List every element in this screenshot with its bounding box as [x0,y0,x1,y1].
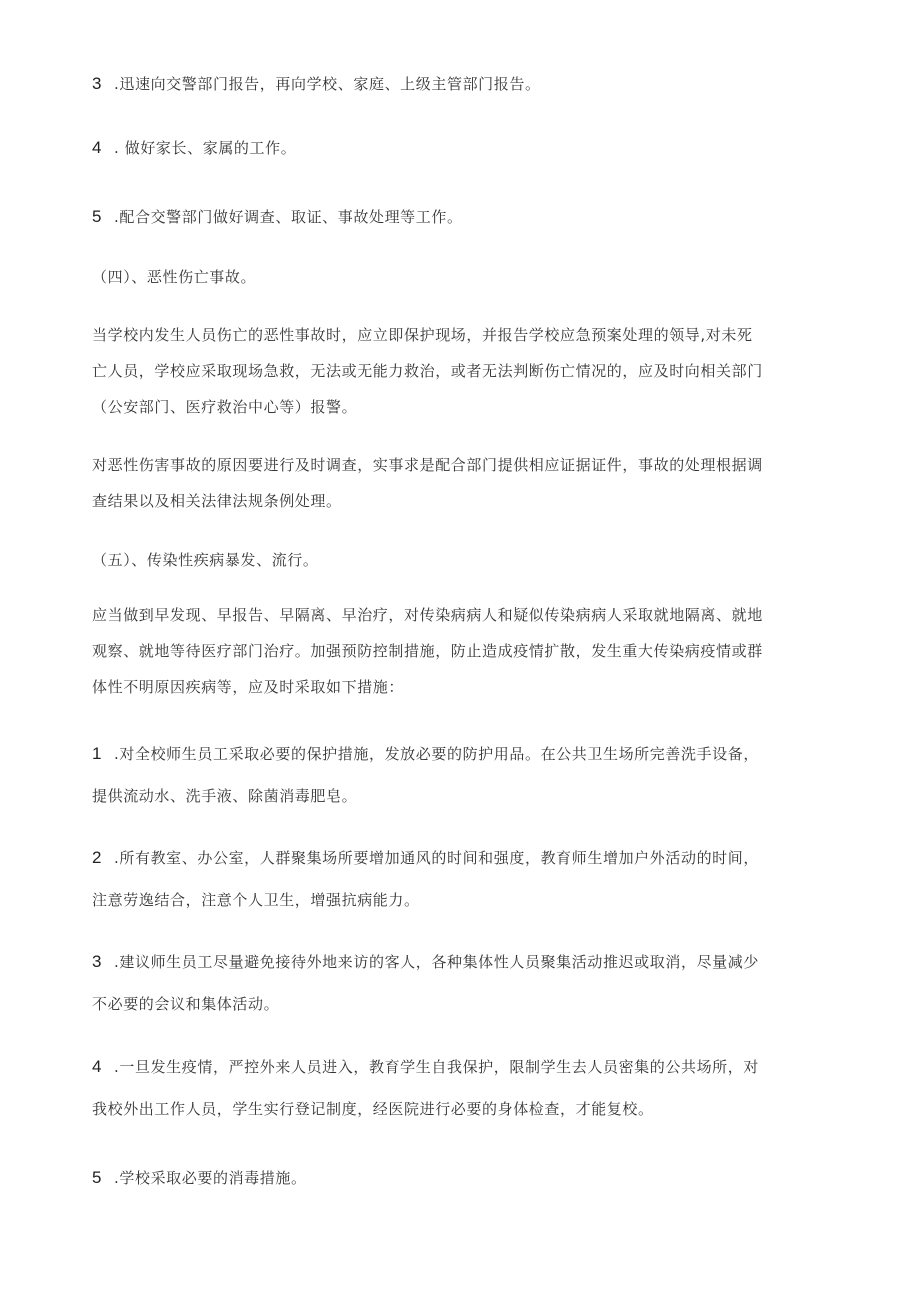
paragraph: 当学校内发生人员伤亡的恶性事故时，应立即保护现场，并报告学校应急预案处理的领导,对未死 亡人员，学校应采取现场急救，无法或无能力救治，或者无法判断伤亡情况的，应及时向相关部门 （公安部门、医疗救治中心等）报警。 [92,326,763,416]
item-number: 3 [92,74,103,93]
list-item [92,199,832,235]
item-number: 5 [92,207,103,226]
item-text: 注意劳逸结合，注意个人卫生，增强抗病能力。 [92,891,420,909]
item-number: 2 [92,848,103,867]
section-heading-5: （五）、传染性疾病暴发、流行。 [92,551,319,569]
item-number: 3 [92,952,103,971]
item-text: 不必要的会议和集体活动。 [92,995,280,1013]
item-text: .一旦发生疫情，严控外来人员进入，教育学生自我保护，限制学生去人员密集的公共场所，对 [114,1058,759,1076]
item-text: .配合交警部门做好调查、取证、事故处理等工作。 [114,208,463,226]
item-text: .迅速向交警部门报告，再向学校、家庭、上级主管部门报告。 [114,75,541,93]
item-text: 我校外出工作人员，学生实行登记制度，经医院进行必要的身体检查，才能复校。 [92,1100,654,1118]
list-item [92,130,832,166]
paragraph: 应当做到早发现、早报告、早隔离、早治疗，对传染病病人和疑似传染病病人采取就地隔离、就地 观察、就地等待医疗部门治疗。加强预防控制措施，防止造成疫情扩散，发生重大传染病疫情或群 体性不明原因疾病等，应及时采取如下措施： [92,606,763,696]
paragraph: 对恶性伤害事故的原因要进行及时调查，实事求是配合部门提供相应证据证件，事故的处理根据调 查结果以及相关法律法规条例处理。 [92,456,763,510]
list-item [92,1046,832,1130]
list-item [92,733,832,817]
list-item [92,1160,832,1196]
item-text: .学校采取必要的消毒措施。 [114,1169,307,1187]
item-number: 4 [92,1057,103,1076]
section-heading-4: （四）、恶性伤亡事故。 [92,268,257,286]
item-number: 4 [92,138,103,157]
item-text: . 做好家长、家属的工作。 [114,139,297,157]
item-text: 提供流动水、洗手液、除菌消毒肥皂。 [92,787,358,805]
item-text: .对全校师生员工采取必要的保护措施，发放必要的防护用品。在公共卫生场所完善洗手设备， [114,745,759,763]
list-item [92,837,832,921]
list-item [92,941,832,1025]
item-text: .所有教室、办公室，人群聚集场所要增加通风的时间和强度，教育师生增加户外活动的时间， [114,849,759,867]
item-text: .建议师生员工尽量避免接待外地来访的客人，各种集体性人员聚集活动推迟或取消，尽量减少 [114,953,759,971]
item-number: 5 [92,1168,103,1187]
item-number: 1 [92,744,103,763]
list-item [92,66,832,102]
